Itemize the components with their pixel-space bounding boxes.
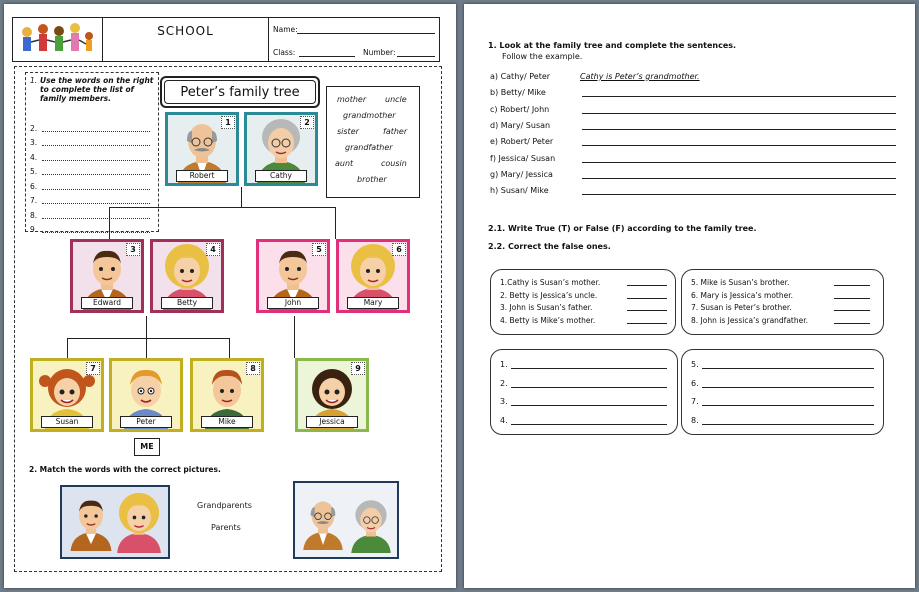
class-label: Class: — [273, 48, 296, 57]
tree-line — [294, 316, 295, 358]
tf-statement: 5. Mike is Susan’s brother. — [691, 278, 790, 287]
ex1-answer-line[interactable] — [42, 145, 150, 146]
tree-line — [67, 338, 229, 339]
correction-num: 4. — [500, 415, 508, 425]
match-word-parents[interactable]: Parents — [211, 523, 241, 532]
header-box — [12, 17, 440, 62]
ex1-num: 8. — [30, 210, 38, 220]
q1-answer-line[interactable] — [582, 113, 896, 114]
correction-line[interactable] — [702, 368, 874, 369]
ex1-answer-line[interactable] — [42, 218, 150, 219]
word-bank — [326, 86, 420, 198]
wb-brother: brother — [357, 175, 387, 184]
ex1-num: 4. — [30, 152, 38, 162]
tf-answer-line[interactable] — [627, 298, 667, 299]
q1-title: 1. Look at the family tree and complete the sentences. — [488, 41, 737, 50]
photo-mary — [336, 239, 410, 313]
name-label-mary: Mary — [347, 297, 399, 309]
q1-answer-line[interactable] — [582, 129, 896, 130]
name-label-john: John — [267, 297, 319, 309]
correction-num: 6. — [691, 378, 699, 388]
ex1-answer-line[interactable] — [42, 189, 150, 190]
q1-answer-line[interactable] — [582, 96, 896, 97]
ex1-answer-line[interactable] — [42, 174, 150, 175]
q1-answer-line[interactable] — [582, 162, 896, 163]
q1-item-label: f) Jessica/ Susan — [490, 153, 556, 163]
tf-statement: 8. John is Jessica’s grandfather. — [691, 315, 809, 325]
correction-num: 7. — [691, 397, 699, 406]
tf-answer-line[interactable] — [627, 285, 667, 286]
photo-jessica — [295, 358, 369, 432]
correction-line[interactable] — [511, 368, 667, 369]
ex1-answer-line[interactable] — [42, 131, 150, 132]
tf-box-left — [490, 269, 676, 335]
tree-line — [146, 338, 147, 358]
ex1-answer-line[interactable] — [42, 232, 150, 233]
name-label-robert: Robert — [176, 170, 228, 182]
number-badge: 6 — [392, 243, 406, 256]
q1-item-label: e) Robert/ Peter — [490, 137, 554, 147]
correction-line[interactable] — [511, 424, 667, 425]
photo-susan — [30, 358, 104, 432]
q21-title: 2.1. Write True (T) or False (F) according to the family tree. — [488, 224, 757, 233]
photo-robert — [165, 112, 239, 186]
ex2-title: 2. Match the words with the correct pictures. — [29, 465, 221, 474]
q1-answer-line[interactable] — [582, 145, 896, 146]
number-badge: 3 — [126, 243, 140, 256]
number-badge: 8 — [246, 362, 260, 375]
wb-mother: mother — [337, 95, 367, 104]
name-label-peter: Peter — [120, 416, 172, 428]
q1-answer-line[interactable] — [582, 178, 896, 179]
correction-line[interactable] — [702, 387, 874, 388]
wb-grandfather: grandfather — [345, 143, 393, 152]
tf-answer-line[interactable] — [834, 310, 870, 311]
exercise-1-box — [25, 72, 159, 232]
tree-title-box — [160, 76, 320, 108]
correction-num: 2. — [500, 378, 508, 388]
tf-statement: 3. John is Susan’s father. — [500, 303, 593, 312]
q1-example-answer: Cathy is Peter’s grandmother. — [580, 72, 700, 81]
correction-box-right — [681, 349, 884, 435]
correction-num: 3. — [500, 397, 508, 406]
wb-aunt: aunt — [335, 159, 354, 168]
tree-line — [109, 207, 110, 239]
ex1-num: 7. — [30, 196, 38, 205]
correction-num: 5. — [691, 360, 699, 369]
q1-item-label: b) Betty/ Mike — [490, 88, 546, 98]
number-badge: 5 — [312, 243, 326, 256]
worksheet-page-1 — [4, 4, 456, 588]
worksheet-page-2 — [464, 4, 915, 588]
q22-title: 2.2. Correct the false ones. — [488, 242, 611, 251]
name-label-jessica: Jessica — [306, 416, 358, 428]
tree-line — [146, 316, 147, 338]
tf-box-right — [681, 269, 884, 335]
ex1-num: 6. — [30, 181, 38, 191]
tf-statement: 7. Susan is Peter’s brother. — [691, 303, 792, 312]
parents-picture[interactable] — [60, 485, 170, 559]
ex1-number: 1. — [30, 76, 38, 85]
family-logo-image — [13, 18, 103, 61]
tf-answer-line[interactable] — [627, 323, 667, 324]
photo-mike — [190, 358, 264, 432]
ex1-num: 3. — [30, 138, 38, 147]
tf-statement: 2. Betty is Jessica’s uncle. — [500, 290, 598, 300]
tf-statement: 1.Cathy is Susan’s mother. — [500, 278, 601, 287]
name-label-susan: Susan — [41, 416, 93, 428]
tf-answer-line[interactable] — [834, 285, 870, 286]
tf-answer-line[interactable] — [627, 310, 667, 311]
name-field[interactable] — [297, 33, 435, 34]
name-label-mike: Mike — [201, 416, 253, 428]
number-badge: 1 — [221, 116, 235, 129]
tf-statement: 4. Betty is Mike’s mother. — [500, 315, 596, 325]
q1-answer-line[interactable] — [582, 194, 896, 195]
tree-line — [229, 338, 230, 358]
correction-box-left — [490, 349, 678, 435]
photo-cathy — [244, 112, 318, 186]
correction-line[interactable] — [702, 405, 874, 406]
ex1-num: 5. — [30, 167, 38, 176]
q1-item-label: d) Mary/ Susan — [490, 120, 551, 130]
tf-answer-line[interactable] — [834, 323, 870, 324]
number-badge: 7 — [86, 362, 100, 375]
tree-title: Peter’s family tree — [164, 80, 316, 104]
wb-uncle: uncle — [385, 95, 407, 104]
number-badge: 2 — [300, 116, 314, 129]
number-badge: 4 — [206, 243, 220, 256]
number-field[interactable] — [397, 56, 435, 57]
photo-edward — [70, 239, 144, 313]
wb-father: father — [383, 127, 408, 136]
ex1-num: 9. — [30, 225, 38, 234]
q1-item-label: h) Susan/ Mike — [490, 186, 549, 196]
photo-betty — [150, 239, 224, 313]
number-label: Number: — [363, 48, 396, 57]
tree-line — [241, 187, 242, 207]
tf-statement: 6. Mary is Jessica’s mother. — [691, 290, 793, 300]
correction-num: 1. — [500, 360, 508, 369]
name-label-betty: Betty — [161, 297, 213, 309]
ex1-answer-line[interactable] — [42, 203, 150, 204]
school-title: SCHOOL — [103, 18, 269, 61]
tf-answer-line[interactable] — [834, 298, 870, 299]
wb-sister: sister — [337, 127, 359, 136]
q1-subtitle: Follow the example. — [502, 52, 583, 61]
name-label: Name: — [273, 25, 298, 34]
wb-cousin: cousin — [381, 159, 407, 168]
correction-line[interactable] — [511, 387, 667, 388]
ex1-instruction: Use the words on the right to complete the list of family members. — [40, 76, 154, 103]
tree-line — [335, 207, 336, 239]
logo-figure — [22, 23, 93, 51]
tree-line — [67, 338, 68, 358]
q1-item-label: g) Mary/ Jessica — [490, 169, 553, 179]
me-label: ME — [134, 438, 160, 456]
photo-john — [256, 239, 330, 313]
correction-line[interactable] — [511, 405, 667, 406]
ex1-answer-line[interactable] — [42, 160, 150, 161]
wb-grandmother: grandmother — [343, 111, 396, 120]
class-field[interactable] — [299, 56, 355, 57]
ex1-num: 2. — [30, 123, 38, 133]
number-badge: 9 — [351, 362, 365, 375]
correction-num: 8. — [691, 415, 699, 425]
name-label-cathy: Cathy — [255, 170, 307, 182]
tree-line — [109, 207, 335, 208]
q1-item-label: c) Robert/ John — [490, 104, 550, 114]
q1-item-label: a) Cathy/ Peter — [490, 72, 551, 81]
correction-line[interactable] — [702, 424, 874, 425]
photo-peter — [109, 358, 183, 432]
name-label-edward: Edward — [81, 297, 133, 309]
match-word-grandparents[interactable]: Grandparents — [197, 501, 252, 510]
grandparents-picture[interactable] — [293, 481, 399, 559]
